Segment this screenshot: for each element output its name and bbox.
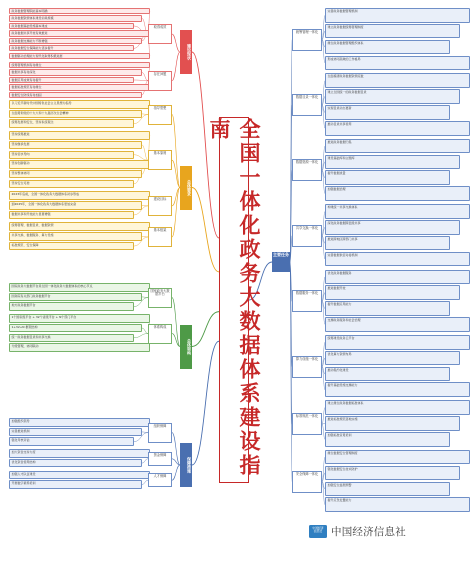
leaf-item: 推进跨地区跨部门共享 <box>325 236 450 251</box>
leaf-item: 地方政务数据平台 <box>9 302 134 311</box>
leaf-item: 统筹管理机制有待健全 <box>9 62 150 68</box>
leaf-item: 推进数据开放 <box>325 285 460 300</box>
sub-node: 算力设施一体化 <box>292 356 322 378</box>
connector-line <box>134 80 148 81</box>
leaf-item: 数据应用成效有待提升 <box>9 77 134 83</box>
sub-node: 数据服务一体化 <box>292 290 322 312</box>
leaf-item: 政务数据共享开放有效推进 <box>9 30 150 36</box>
sub-node: 数据目录一体化 <box>292 94 322 116</box>
leaf-item: 以习近平新时代中国特色社会主义思想为指导 <box>9 100 150 109</box>
leaf-item: 国家政务大数据平台是全国一体化政务大数据体系的核心节点 <box>9 283 150 292</box>
leaf-item: 完善推进机制 <box>9 428 142 437</box>
leaf-item: 政务数据资源体系建设初具规模 <box>9 15 142 21</box>
sub-node: 标准规范一体化 <box>292 413 322 435</box>
leaf-item: 健全数据安全管理制度 <box>325 450 470 465</box>
leaf-item: 坚持整体协同 <box>9 170 142 179</box>
connector-line <box>172 34 180 52</box>
sub-node: 取得成效 <box>148 24 172 44</box>
sub-node: 存在问题 <box>148 71 172 91</box>
leaf-item: 优化资金使用结构 <box>9 459 142 468</box>
leaf-item: 优化政务数据服务 <box>325 270 470 285</box>
leaf-item: 统筹管理、数据目录、数据资源 <box>9 222 150 231</box>
leaf-item: 加强安全监测预警 <box>325 482 450 497</box>
central-title: 全国一体化政务大数据体系建设指南 <box>207 118 262 478</box>
leaf-item: 加强数据治理 <box>325 186 470 201</box>
category-main-tasks: 主要任务 <box>272 252 290 272</box>
leaf-item: 提升基础设施支撑能力 <box>325 382 470 397</box>
leaf-item: 建立全国统一的政务数据目录 <box>325 89 460 104</box>
leaf-item: 建设基础库和主题库 <box>325 155 460 170</box>
leaf-item: 健全政务数据管理组织体系 <box>325 40 450 55</box>
connector-line <box>172 433 180 465</box>
sub-node: 基本原则 <box>148 150 172 170</box>
leaf-item: 全面摸清政务数据资源底数 <box>325 73 470 88</box>
connector-line <box>172 465 180 480</box>
leaf-item: 政务数据管理职能基本明确 <box>9 8 150 14</box>
leaf-item: 国务院有关部门政务数据平台 <box>9 293 142 302</box>
leaf-item: 统筹发展和安全，坚持系统观念 <box>9 119 134 128</box>
leaf-item: 深化政务数据跨层级共享 <box>325 220 460 235</box>
sub-node: 统筹管理一体化 <box>292 29 322 51</box>
sub-node: 共享交换一体化 <box>292 225 322 247</box>
leaf-item: 全面贯彻党的十九大和十九届历次全会精神 <box>9 110 142 119</box>
connector-line <box>172 52 180 81</box>
sub-node: 组织保障 <box>148 423 172 443</box>
sub-node: 指导思想 <box>148 105 172 125</box>
leaf-item: 数据标准规范有待健全 <box>9 84 150 90</box>
sub-node: 人才保障 <box>148 473 172 487</box>
sub-node: 数据资源一体化 <box>292 159 322 181</box>
leaf-item: 到2025年，全国一体化政务大数据体系更加完备 <box>9 201 142 210</box>
leaf-item: 提升数据应用能力 <box>325 301 450 316</box>
leaf-item: 共享交换、数据服务、算力设施 <box>9 232 142 241</box>
leaf-item: 推动集约化建设 <box>325 367 450 382</box>
leaf-item: 统一政务数据目录和共享交换 <box>9 334 134 343</box>
category-4: 保障措施 <box>180 443 192 487</box>
leaf-item: 实现目录动态更新 <box>325 105 450 120</box>
leaf-item: 支撑政务服务和社会治理 <box>325 317 470 332</box>
leaf-item: 1+32+N 框架结构 <box>9 324 142 333</box>
leaf-item: 构建统一共享交换体系 <box>325 204 470 219</box>
leaf-item: 强化数据安全技术防护 <box>325 466 460 481</box>
leaf-item: 开展数字素养培训 <box>9 480 142 489</box>
leaf-item: 坚持统筹推进 <box>9 131 150 140</box>
leaf-item: 1个国家级平台 + 32个省级平台 + N个部门平台 <box>9 314 150 323</box>
leaf-item: 完善数据供需对接机制 <box>325 252 470 267</box>
sub-node: 国家政务大数据平台 <box>148 288 172 308</box>
connector-line <box>134 334 148 338</box>
leaf-item: 政务数据安全保障能力逐步提升 <box>9 45 134 51</box>
leaf-item: 完善政务数据管理机制 <box>325 8 470 23</box>
sub-node: 资金保障 <box>148 452 172 466</box>
sub-node: 体系构成 <box>148 324 172 344</box>
leaf-item: 2023年底前，全国一体化政务大数据体系初步形成 <box>9 191 150 200</box>
leaf-item: 提升应急处置能力 <box>325 497 470 512</box>
leaf-item: 推进政务数据归集 <box>325 139 470 154</box>
leaf-item: 坚持需求导向 <box>9 151 134 160</box>
leaf-item: 加强组织领导 <box>9 418 150 427</box>
leaf-item: 推进标准规范落地实施 <box>325 416 460 431</box>
connector-line <box>172 115 180 188</box>
leaf-item: 加强人才队伍建设 <box>9 471 150 480</box>
sub-node: 建设目标 <box>148 196 172 216</box>
leaf-item: 形成协同高效的工作格局 <box>325 56 470 71</box>
central-title-box <box>207 117 262 483</box>
leaf-item: 提升数据质量 <box>325 170 450 185</box>
leaf-item: 数据驱动治理能力现代化取得积极进展 <box>9 53 150 59</box>
category-2: 总体要求 <box>180 166 192 210</box>
leaf-item: 加强标准宣贯培训 <box>325 432 450 447</box>
leaf-item: 政务数据支撑能力不断增强 <box>9 38 142 44</box>
leaf-item: 优化算力资源布局 <box>325 351 460 366</box>
leaf-item: 加大资金支持力度 <box>9 449 150 458</box>
leaf-item: 坚持安全可控 <box>9 180 134 189</box>
leaf-item: 数据安全防线有待加固 <box>9 92 142 98</box>
leaf-item: 政务数据基础设施基本建成 <box>9 23 134 29</box>
leaf-item: 坚持继承发展 <box>9 141 142 150</box>
category-1: 建设现状 <box>180 30 192 74</box>
sub-node: 基本框架 <box>148 227 172 247</box>
publisher-logo <box>309 523 429 539</box>
leaf-item: 数据共享有待深化 <box>9 69 142 75</box>
leaf-item: 建立政务数据统筹管理制度 <box>325 24 460 39</box>
leaf-item: 坚持创新驱动 <box>9 160 150 169</box>
category-3: 总体架构 <box>180 325 192 369</box>
sub-node: 安全保障一体化 <box>292 471 322 493</box>
leaf-item: 建立健全政务数据标准体系 <box>325 400 470 415</box>
publisher-name: 中国经济信息社 <box>331 525 406 538</box>
leaf-item: 标准规范、安全保障 <box>9 242 134 251</box>
leaf-item: 数据共享和开放能力显著增强 <box>9 211 134 220</box>
leaf-item: 分级管理，协同联动 <box>9 343 150 352</box>
leaf-item: 推动目录共享使用 <box>325 121 470 136</box>
leaf-item: 强化考核评估 <box>9 437 134 446</box>
connector-line <box>172 188 180 237</box>
publisher-logo-icon: 中国经济 信息社 <box>309 525 327 538</box>
leaf-item: 统筹建设政务云平台 <box>325 335 470 350</box>
